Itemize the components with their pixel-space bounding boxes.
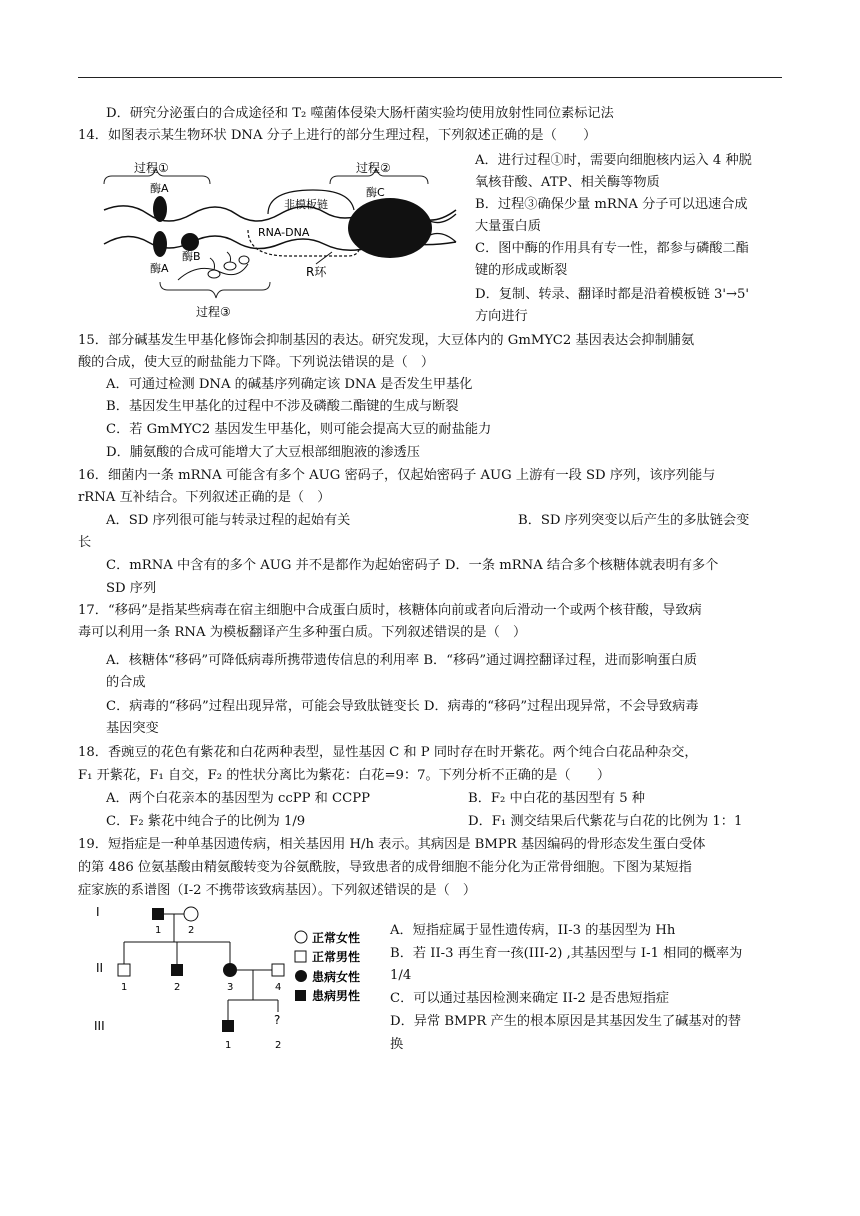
enzyme-b-shape bbox=[181, 233, 199, 251]
label-enzyme-b: 酶B bbox=[182, 250, 201, 263]
q19-option-b-line1: B．若 II-3 再生育一孩(III-2) ,其基因型与 I-1 相同的概率为 bbox=[390, 946, 743, 961]
q16-option-d-cont: SD 序列 bbox=[106, 581, 157, 596]
q17-option-a-b: A．核糖体“移码”可降低病毒所携带遗传信息的利用率 B．“移码”通过调控翻译过程，进而影响蛋白质 bbox=[106, 653, 698, 668]
enzyme-c-shape bbox=[348, 198, 432, 258]
q19-option-c: C．可以通过基因检测来确定 II-2 是否患短指症 bbox=[390, 991, 670, 1006]
label-process-2: 过程② bbox=[356, 161, 391, 175]
gen-label-iii: III bbox=[94, 1019, 105, 1033]
q16-stem-line2: rRNA 互补结合。下列叙述正确的是（ ） bbox=[78, 490, 331, 505]
q16-option-b-cont: 长 bbox=[78, 535, 92, 550]
label-nontemplate: 非模板链 bbox=[284, 198, 328, 211]
q19-stem-line2: 的第 486 位氨基酸由精氨酸转变为谷氨酰胺，导致患者的成骨细胞不能分化为正常骨细胞。下图为某短指 bbox=[78, 860, 692, 875]
q15-option-d: D．脯氨酸的合成可能增大了大豆根部细胞液的渗透压 bbox=[106, 445, 420, 460]
individual-ii-2 bbox=[171, 964, 183, 976]
enzyme-a-top-shape bbox=[153, 196, 167, 222]
q19-stem-line3: 症家族的系谱图（I-2 不携带该致病基因）。下列叙述错误的是（ ） bbox=[78, 883, 477, 898]
q14-option-c-line2: 键的形成或断裂 bbox=[475, 263, 568, 278]
individual-ii-3 bbox=[223, 963, 237, 977]
q17-stem-line2: 毒可以利用一条 RNA 为模板翻译产生多种蛋白质。下列叙述错误的是（ ） bbox=[78, 625, 527, 640]
q14-option-a-line2: 氧核苷酸、ATP、相关酶等物质 bbox=[475, 175, 660, 190]
q17-option-b-cont: 的合成 bbox=[106, 675, 146, 690]
q16-option-c-d: C．mRNA 中含有的多个 AUG 并不是都作为起始密码子 D．一条 mRNA 结合多个核糖体就表明有多个 bbox=[106, 558, 719, 573]
individual-ii-1 bbox=[118, 964, 130, 976]
q17-option-d-cont: 基因突变 bbox=[106, 721, 159, 736]
q15-option-c: C．若 GmMYC2 基因发生甲基化，则可能会提高大豆的耐盐能力 bbox=[106, 422, 492, 437]
num-ii-4: 4 bbox=[275, 982, 282, 993]
q19-option-b-line2: 1/4 bbox=[390, 968, 412, 983]
label-enzyme-c: 酶C bbox=[366, 186, 385, 199]
q14-dna-figure bbox=[98, 152, 468, 327]
q19-option-d-line2: 换 bbox=[390, 1037, 404, 1052]
individual-i-2 bbox=[184, 907, 198, 921]
q18-option-a: A．两个白花亲本的基因型为 ccPP 和 CCPP bbox=[106, 791, 370, 806]
label-enzyme-a-top: 酶A bbox=[150, 182, 169, 195]
label-process-3: 过程③ bbox=[196, 305, 231, 319]
num-i-2: 2 bbox=[188, 925, 195, 936]
q14-option-d-line2: 方向进行 bbox=[475, 309, 528, 324]
legend-affected-male: 患病男性 bbox=[312, 989, 361, 1003]
q18-option-c: C．F₂ 紫花中纯合子的比例为 1/9 bbox=[106, 814, 306, 829]
individual-iii-2-unknown: ? bbox=[274, 1013, 281, 1027]
legend-normal-male: 正常男性 bbox=[312, 950, 361, 964]
q19-option-d-line1: D．异常 BMPR 产生的根本原因是其基因发生了碱基对的替 bbox=[390, 1014, 742, 1029]
q18-option-b: B．F₂ 中白花的基因型有 5 种 bbox=[468, 791, 645, 806]
q19-option-a: A．短指症属于显性遗传病，II-3 的基因型为 Hh bbox=[390, 923, 676, 938]
individual-i-1 bbox=[152, 908, 164, 920]
gen-label-ii: II bbox=[96, 961, 104, 975]
individual-ii-4 bbox=[272, 964, 284, 976]
q13-option-d: D．研究分泌蛋白的合成途径和 T₂ 噬菌体侵染大肠杆菌实验均使用放射性同位素标记法 bbox=[106, 106, 614, 121]
legend-normal-female: 正常女性 bbox=[312, 931, 361, 945]
label-r-loop: R环 bbox=[306, 265, 327, 279]
label-process-1: 过程① bbox=[134, 161, 169, 175]
q15-option-b: B．基因发生甲基化的过程中不涉及磷酸二酯键的生成与断裂 bbox=[106, 399, 459, 414]
q14-option-d-line1: D．复制、转录、翻译时都是沿着模板链 3'→5' bbox=[475, 287, 750, 302]
q14-option-b-line1: B．过程③确保少量 mRNA 分子可以迅速合成 bbox=[475, 197, 748, 212]
num-ii-1: 1 bbox=[121, 982, 128, 993]
q14-option-c-line1: C．图中酶的作用具有专一性，都参与磷酸二酯 bbox=[475, 241, 749, 256]
label-rna-dna: RNA-DNA bbox=[258, 226, 310, 239]
q16-option-b: B．SD 序列突变以后产生的多肽链会变 bbox=[518, 513, 750, 528]
num-iii-1: 1 bbox=[225, 1040, 232, 1051]
q14-option-b-line2: 大量蛋白质 bbox=[475, 219, 541, 234]
q16-stem-line1: 16．细菌内一条 mRNA 可能含有多个 AUG 密码子，仅起始密码子 AUG 上游有一段 SD 序列，该序列能与 bbox=[78, 468, 716, 483]
q15-stem-line2: 酸的合成，使大豆的耐盐能力下降。下列说法错误的是（ ） bbox=[78, 355, 435, 370]
num-iii-2: 2 bbox=[275, 1040, 282, 1051]
q19-stem-line1: 19．短指症是一种单基因遗传病，相关基因用 H/h 表示。其病因是 BMPR 基因编码的骨形态发生蛋白受体 bbox=[78, 837, 706, 852]
q17-option-c-d: C．病毒的“移码”过程出现异常，可能会导致肽链变长 D．病毒的“移码”过程出现异常，不会导致病毒 bbox=[106, 699, 699, 714]
q18-option-d: D．F₁ 测交结果后代紫花与白花的比例为 1：1 bbox=[468, 814, 743, 829]
header-rule bbox=[78, 77, 782, 78]
enzyme-a-bottom-shape bbox=[153, 231, 167, 257]
q17-stem-line1: 17．“移码”是指某些病毒在宿主细胞中合成蛋白质时，核糖体向前或者向后滑动一个或两个核苷酸，导致病 bbox=[78, 603, 702, 618]
q15-option-a: A．可通过检测 DNA 的碱基序列确定该 DNA 是否发生甲基化 bbox=[106, 377, 473, 392]
num-ii-2: 2 bbox=[174, 982, 181, 993]
individual-iii-1 bbox=[222, 1020, 234, 1032]
q18-stem-line1: 18．香豌豆的花色有紫花和白花两种表型，显性基因 C 和 P 同时存在时开紫花。两个纯合白花品种杂交， bbox=[78, 745, 698, 760]
q18-stem-line2: F₁ 开紫花，F₁ 自交，F₂ 的性状分离比为紫花：白花=9：7。下列分析不正确的是（ ） bbox=[78, 768, 611, 783]
legend-affected-female-symbol bbox=[295, 970, 307, 982]
q16-option-a: A．SD 序列很可能与转录过程的起始有关 bbox=[106, 513, 351, 528]
num-ii-3: 3 bbox=[227, 982, 234, 993]
gen-label-i: I bbox=[96, 905, 100, 919]
q19-pedigree bbox=[88, 902, 388, 1062]
legend-affected-male-symbol bbox=[295, 990, 306, 1001]
label-enzyme-a-bottom: 酶A bbox=[150, 262, 169, 275]
num-i-1: 1 bbox=[155, 925, 162, 936]
legend-normal-male-symbol bbox=[295, 951, 306, 962]
q14-stem: 14．如图表示某生物环状 DNA 分子上进行的部分生理过程，下列叙述正确的是（ ） bbox=[78, 128, 597, 143]
q14-option-a-line1: A．进行过程①时，需要向细胞核内运入 4 种脱 bbox=[475, 153, 752, 168]
legend-normal-female-symbol bbox=[295, 931, 307, 943]
legend-affected-female: 患病女性 bbox=[312, 970, 361, 984]
q15-stem-line1: 15．部分碱基发生甲基化修饰会抑制基因的表达。研究发现，大豆体内的 GmMYC2 基因表达会抑制脯氨 bbox=[78, 333, 695, 348]
